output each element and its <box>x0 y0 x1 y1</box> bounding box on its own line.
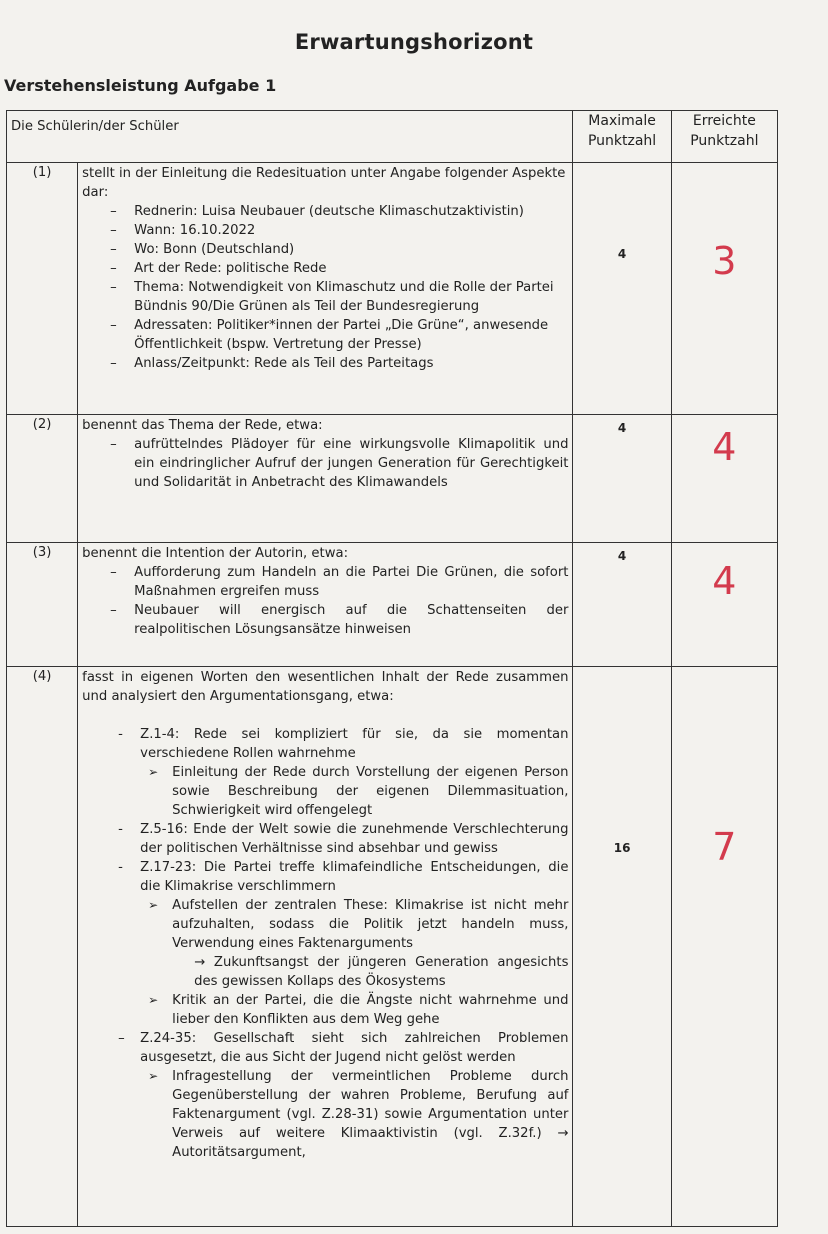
max-points: 4 <box>573 415 671 543</box>
section-heading: Verstehensleistung Aufgabe 1 <box>4 76 277 95</box>
sub-list <box>140 763 568 820</box>
row-intro: stellt in der Einleitung die Redesituation unter Angabe folgender Aspekte dar: <box>82 166 566 200</box>
sub-item: ➢ Einleitung der Rede durch Vorstellung der eigenen Person sowie Beschreibung der eigenen Dilemmasituation, Schwierigkeit wird offengelegt <box>172 763 568 820</box>
achieved-cell <box>671 543 777 667</box>
row-number: (2) <box>7 415 78 543</box>
list-item: – Thema: Notwendigkeit von Klimaschutz und die Rolle der Partei Bündnis 90/Die Grünen als Teil der Bundesregierung <box>134 278 568 316</box>
row-number: (1) <box>7 163 78 415</box>
achieved-score-handwritten: 7 <box>712 825 737 869</box>
row-content <box>78 543 573 667</box>
intention-list <box>82 563 568 639</box>
max-points: 4 <box>573 163 671 415</box>
topic-list <box>82 435 568 492</box>
achieved-score-handwritten: 4 <box>712 425 737 469</box>
list-item: – Neubauer will energisch auf die Schattenseiten der realpolitischen Lösungsansätze hinweisen <box>134 601 568 639</box>
list-item <box>140 725 568 820</box>
list-item: – Wann: 16.10.2022 <box>134 221 568 240</box>
achieved-score-handwritten: 4 <box>712 559 737 603</box>
header-achieved-points: Erreichte Punktzahl <box>671 111 777 163</box>
header-student: Die Schülerin/der Schüler <box>7 111 573 163</box>
list-item <box>140 858 568 1029</box>
table-row <box>7 543 778 667</box>
table-header-row <box>7 111 778 163</box>
point-text: - Z.5-16: Ende der Welt sowie die zunehmende Verschlechterung der politischen Verhältnisse sind absehbar und gewiss <box>140 822 569 856</box>
table-row <box>7 667 778 1227</box>
header-max-points: Maximale Punktzahl <box>573 111 671 163</box>
sub-item: ➢ Infragestellung der vermeintlichen Probleme durch Gegenüberstellung der wahren Probleme, Berufung auf Faktenargument (vgl. Z.28-31) sowie Argumentation unter Verweis auf weitere Klimaaktivistin (vgl. Z.32f.) → Autoritätsargument, <box>172 1067 568 1162</box>
point-text: - Z.1-4: Rede sei kompliziert für sie, da sie momentan verschiedene Rollen wahrnehme <box>140 727 569 761</box>
row-number: (3) <box>7 543 78 667</box>
sub-list <box>140 896 568 1029</box>
max-points: 4 <box>573 543 671 667</box>
sub-item: ➢ Kritik an der Partei, die die Ängste nicht wahrnehme und lieber den Konflikten aus dem Weg gehe <box>172 991 568 1029</box>
list-item: – Adressaten: Politiker*innen der Partei „Die Grüne“, anwesende Öffentlichkeit (bspw. Vertretung der Presse) <box>134 316 568 354</box>
list-item: – Art der Rede: politische Rede <box>134 259 568 278</box>
sub-item-text: Aufstellen der zentralen These: Klimakrise ist nicht mehr aufzuhalten, sodass die Politik jetzt handeln muss, Verwendung eines Faktenarguments <box>172 898 569 951</box>
achieved-score-handwritten: 3 <box>712 239 737 283</box>
point-text: – Z.24-35: Gesellschaft sieht sich zahlreichen Problemen ausgesetzt, die aus Sicht der Jugend nicht gelöst werden <box>140 1031 569 1065</box>
row-intro: fasst in eigenen Worten den wesentlichen Inhalt der Rede zusammen und analysiert den Argumentationsgang, etwa: <box>82 670 569 704</box>
row-content <box>78 667 573 1227</box>
sub-list <box>140 1067 568 1162</box>
list-item: – Anlass/Zeitpunkt: Rede als Teil des Parteitags <box>134 354 568 373</box>
row-intro: benennt die Intention der Autorin, etwa: <box>82 546 349 561</box>
list-item: – Aufforderung zum Handeln an die Partei Die Grünen, die sofort Maßnahmen ergreifen muss <box>134 563 568 601</box>
row-content <box>78 163 573 415</box>
list-item: – Rednerin: Luisa Neubauer (deutsche Klimaschutzaktivistin) <box>134 202 568 221</box>
row-number: (4) <box>7 667 78 1227</box>
grading-table <box>6 110 778 1227</box>
max-points: 16 <box>573 667 671 1227</box>
achieved-cell <box>671 667 777 1227</box>
row-content <box>78 415 573 543</box>
list-item: – Wo: Bonn (Deutschland) <box>134 240 568 259</box>
list-item: – aufrüttelndes Plädoyer für eine wirkungsvolle Klimapolitik und ein eindringlicher Aufruf der jungen Generation für Gerechtigkeit und Solidarität in Anbetracht des Klimawandels <box>134 435 568 492</box>
list-item <box>140 820 568 858</box>
point-text: - Z.17-23: Die Partei treffe klimafeindliche Entscheidungen, die die Klimakrise verschlimmern <box>140 860 569 894</box>
row-intro: benennt das Thema der Rede, etwa: <box>82 418 323 433</box>
aspect-list <box>82 202 568 373</box>
table-row <box>7 163 778 415</box>
argument-list <box>82 725 568 1162</box>
achieved-cell <box>671 163 777 415</box>
arrow-note: → Zukunftsangst der jüngeren Generation angesichts des gewissen Kollaps des Ökosystems <box>194 955 569 989</box>
sub-item <box>172 896 568 991</box>
list-item <box>140 1029 568 1162</box>
page-title: Erwartungshorizont <box>294 30 534 54</box>
table-row <box>7 415 778 543</box>
achieved-cell <box>671 415 777 543</box>
